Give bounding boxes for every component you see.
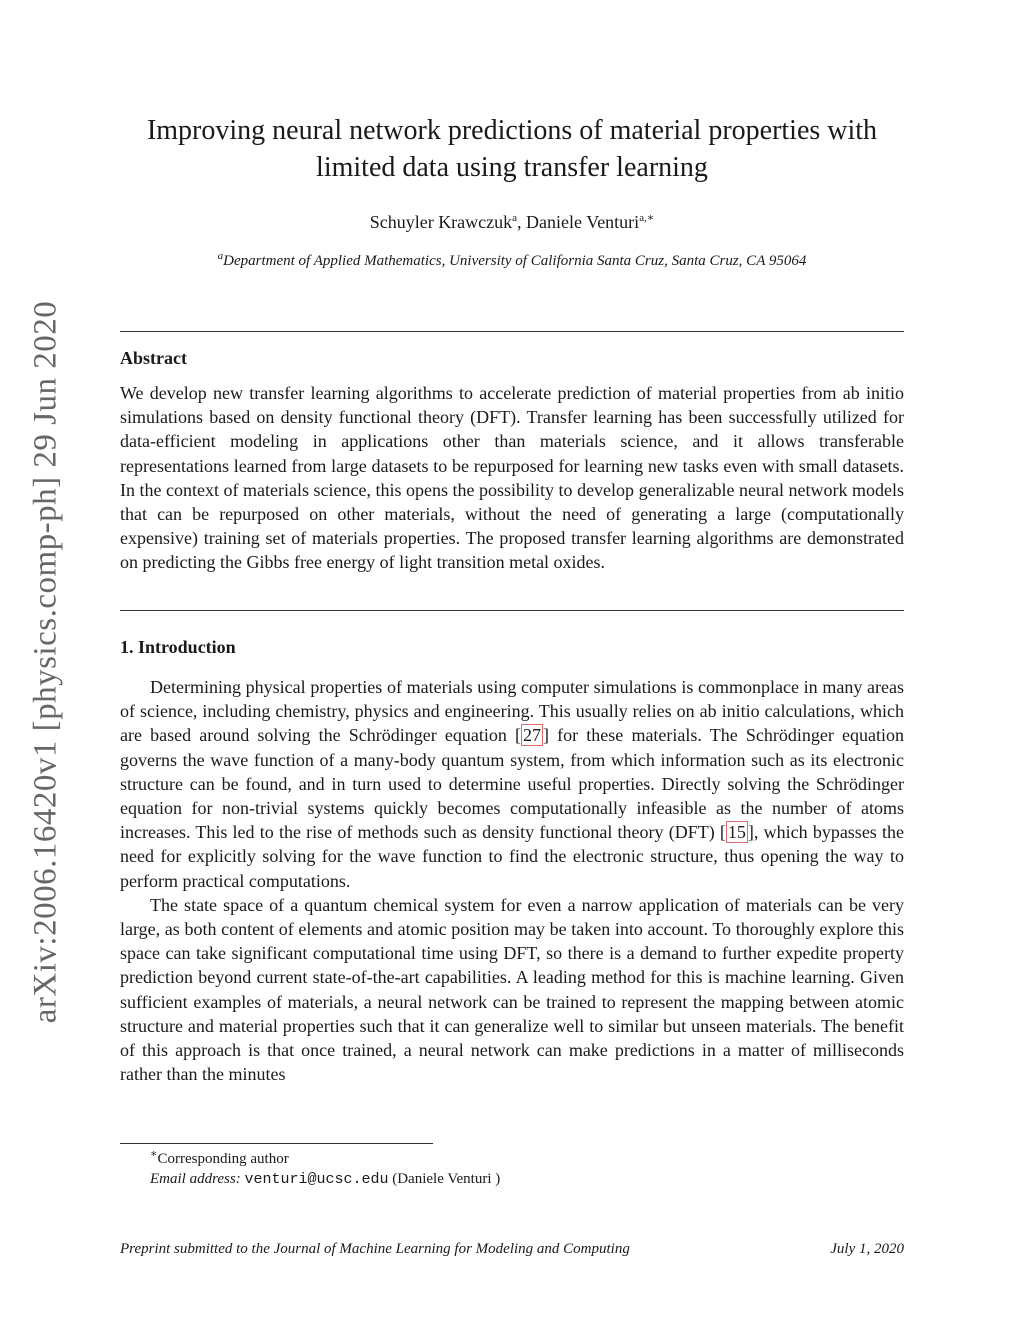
email-link[interactable]: venturi@ucsc.edu xyxy=(244,1171,389,1188)
email-label: Email address: xyxy=(150,1171,241,1187)
footnote-corresponding-text: Corresponding author xyxy=(157,1151,289,1167)
affiliation-text: Department of Applied Mathematics, University of California Santa Cruz, Santa Cruz, CA 95064 xyxy=(223,253,807,269)
author-list xyxy=(120,212,904,233)
footnote-rule xyxy=(120,1143,433,1144)
paragraph xyxy=(120,675,904,893)
paragraph: The state space of a quantum chemical system for even a narrow application of materials can be very large, as both content of elements and atomic position may be taken into account. To thoroughly explore this space can take significant computational time using DFT, so there is a demand to further expedite property prediction beyond current state-of-the-art capabilities. A leading method for this is machine learning. Given sufficient examples of materials, a neural network can be trained to represent the mapping between atomic structure and material properties such that it can generalize well to similar but unseen materials. The benefit of this approach is that once trained, a neural network can make predictions in a matter of milliseconds rather than the minutes xyxy=(120,894,904,1085)
paragraph-text: ] for these materials. The Schrödinger equation governs the wave function of a many-body quantum system, from which information such as its electronic structure can be found, and in turn used to determine useful properties. Directly solving the Schrödinger equation for non-trivial systems quickly becomes computationally infeasible as the number of atoms increases. This led to the rise of methods such as density functional theory (DFT) [ xyxy=(120,725,905,843)
arxiv-identifier: arXiv:2006.16420v1 [physics.comp-ph] 29 Jun 2020 xyxy=(27,300,64,1024)
introduction-body xyxy=(120,675,904,1086)
footer-preprint-note: Preprint submitted to the Journal of Machine Learning for Modeling and Computing xyxy=(120,1241,630,1257)
footer-date: July 1, 2020 xyxy=(830,1241,904,1257)
abstract-bottom-rule xyxy=(120,610,904,611)
paper-title xyxy=(120,112,904,186)
citation-link[interactable]: 15 xyxy=(727,822,746,843)
paragraph-text: ], which bypasses the need for explicitly solving for the wave function to find the electronic structure, thus opening the way to perform practical computations. xyxy=(120,822,905,891)
affiliation xyxy=(120,250,904,270)
footnote-corresponding xyxy=(150,1149,500,1169)
section-heading-introduction: 1. Introduction xyxy=(120,637,236,657)
author-separator: , xyxy=(517,212,527,232)
footnote-email xyxy=(150,1169,500,1190)
author-2: Daniele Venturi xyxy=(526,212,640,232)
abstract-heading: Abstract xyxy=(120,348,187,368)
abstract-top-rule xyxy=(120,331,904,332)
footnote xyxy=(150,1149,500,1190)
author-1: Schuyler Krawczuk xyxy=(369,212,513,232)
author-1-affil-mark: a xyxy=(512,212,518,224)
citation-link[interactable]: 27 xyxy=(523,725,541,746)
abstract-text: We develop new transfer learning algorithms to accelerate prediction of material properties from ab initio simulations based on density functional theory (DFT). Transfer learning has been successfully utilized for data-efficient modeling in applications other than materials science, and it allows transferable representations learned from large datasets to be repurposed for learning new tasks even with small datasets. In the context of materials science, this opens the possibility to develop generalizable neural network models that can be repurposed on other materials, without the need of generating a large (computationally expensive) training set of materials properties. The proposed transfer learning algorithms are demonstrated on predicting the Gibbs free energy of light transition metal oxides. xyxy=(120,383,904,573)
affiliation-mark: a xyxy=(217,250,224,262)
author-2-affil-mark: a,∗ xyxy=(639,212,655,224)
footnote-marker: ∗ xyxy=(150,1148,158,1160)
email-name: (Daniele Venturi ) xyxy=(392,1171,501,1187)
title-line-1: Improving neural network predictions of material properties with xyxy=(146,115,878,146)
paragraph-text: Determining physical properties of materials using computer simulations is commonplace in many areas of science, including chemistry, physics and engineering. This usually relies on ab initio calculations, which are based around solving the Schrödinger equation [ xyxy=(120,677,904,746)
title-line-2: limited data using transfer learning xyxy=(316,152,708,183)
